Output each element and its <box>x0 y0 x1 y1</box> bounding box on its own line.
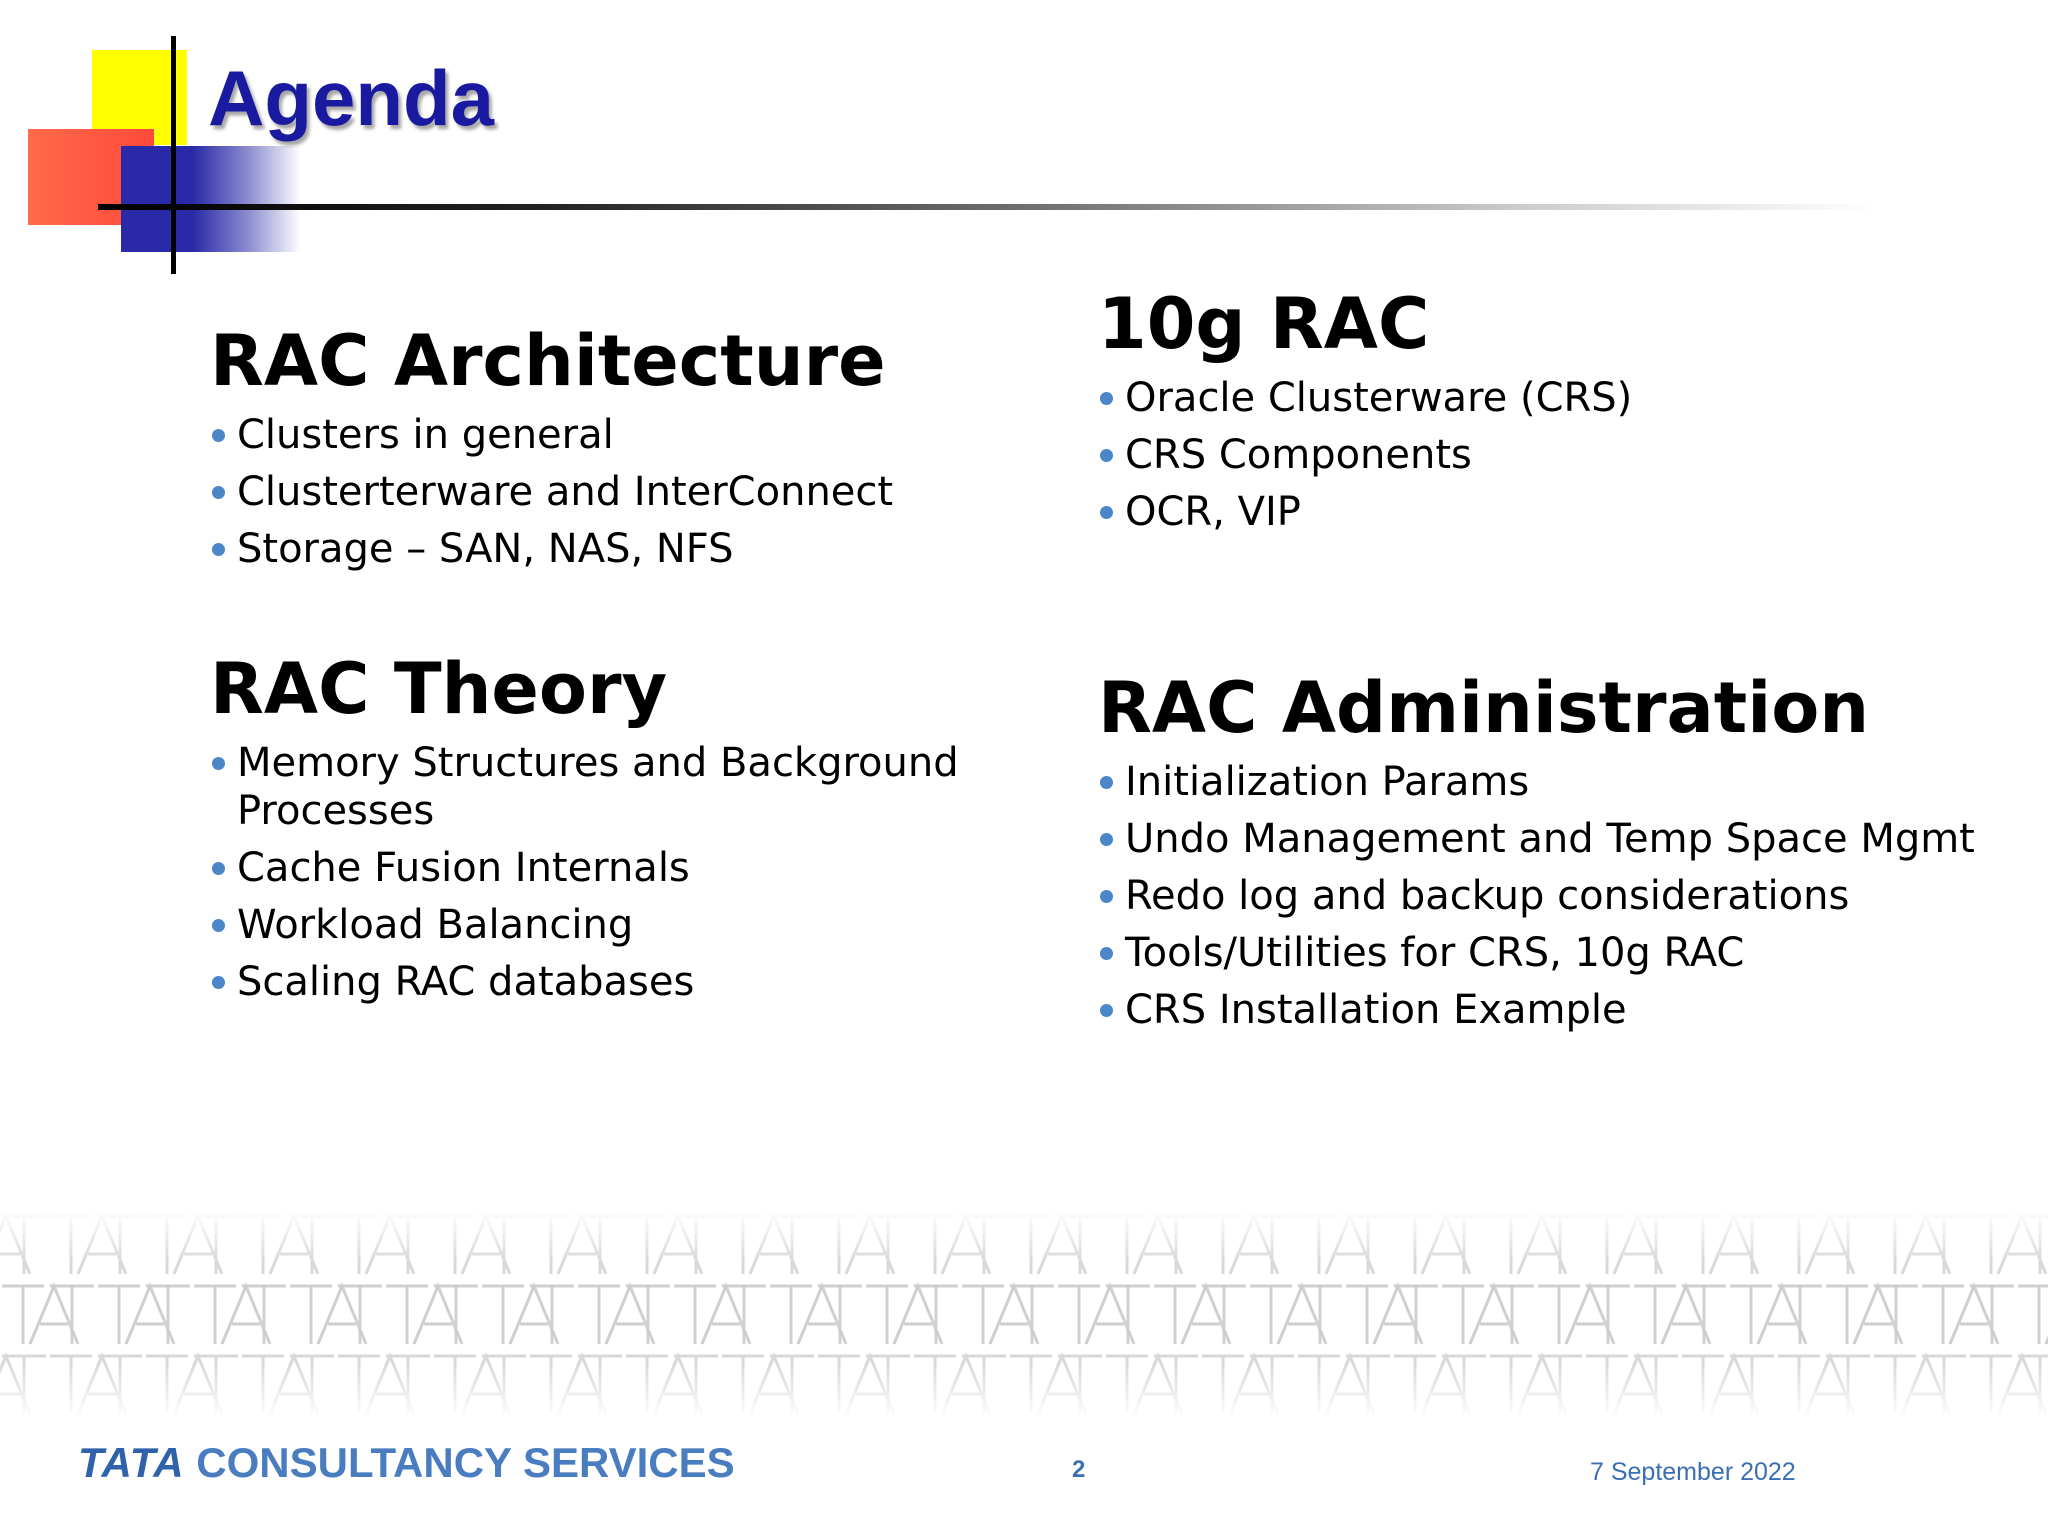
bullet-icon <box>1100 506 1113 519</box>
bullet-list <box>210 739 1030 1006</box>
bullet-icon <box>212 919 225 932</box>
bullet-list <box>1098 374 1998 536</box>
logo-tata: TATA <box>78 1439 185 1486</box>
list-item: Clusters in general <box>210 411 1030 459</box>
list-item: Workload Balancing <box>210 901 1030 949</box>
bullet-icon <box>212 543 225 556</box>
section-rac-administration <box>1098 667 2028 1043</box>
bullet-icon <box>212 429 225 442</box>
bullet-list <box>1098 758 2028 1034</box>
logo-consultancy-services: CONSULTANCY SERVICES <box>196 1439 735 1486</box>
decor-blue-square <box>121 146 301 252</box>
list-item: Memory Structures and Background Processes <box>210 739 1030 835</box>
list-item: Redo log and backup considerations <box>1098 872 2028 920</box>
bullet-icon <box>1100 776 1113 789</box>
list-item: Clusterterware and InterConnect <box>210 468 1030 516</box>
page-number: 2 <box>1072 1456 1086 1483</box>
list-item: Cache Fusion Internals <box>210 844 1030 892</box>
tcs-logo <box>78 1439 735 1486</box>
list-item: Storage – SAN, NAS, NFS <box>210 525 1030 573</box>
list-item: Undo Management and Temp Space Mgmt <box>1098 815 2028 863</box>
bullet-icon <box>1100 392 1113 405</box>
bullet-icon <box>1100 449 1113 462</box>
list-item: Tools/Utilities for CRS, 10g RAC <box>1098 929 2028 977</box>
section-rac-architecture <box>210 320 1030 582</box>
slide-title: Agenda <box>208 54 495 142</box>
section-rac-theory <box>210 648 1030 1015</box>
section-heading: RAC Administration <box>1098 667 1870 749</box>
bullet-icon <box>212 862 225 875</box>
list-item: CRS Installation Example <box>1098 986 2028 1034</box>
bullet-list <box>210 411 1030 573</box>
list-item: Oracle Clusterware (CRS) <box>1098 374 1998 422</box>
list-item: Scaling RAC databases <box>210 958 1030 1006</box>
bullet-icon <box>212 976 225 989</box>
bullet-icon <box>1100 890 1113 903</box>
decor-vertical-line <box>171 36 176 274</box>
title-underline <box>98 204 1878 210</box>
list-item: Initialization Params <box>1098 758 2028 806</box>
section-heading: RAC Architecture <box>210 320 886 402</box>
tata-watermark-pattern <box>0 1210 2048 1420</box>
section-heading: RAC Theory <box>210 648 668 730</box>
bullet-icon <box>1100 947 1113 960</box>
bullet-icon <box>212 757 225 770</box>
list-item: OCR, VIP <box>1098 488 1998 536</box>
list-item: CRS Components <box>1098 431 1998 479</box>
bullet-icon <box>1100 833 1113 846</box>
section-10g-rac <box>1098 283 1998 545</box>
section-heading: 10g RAC <box>1098 283 1430 365</box>
bullet-icon <box>212 486 225 499</box>
slide-date: 7 September 2022 <box>1590 1458 1796 1486</box>
bullet-icon <box>1100 1004 1113 1017</box>
